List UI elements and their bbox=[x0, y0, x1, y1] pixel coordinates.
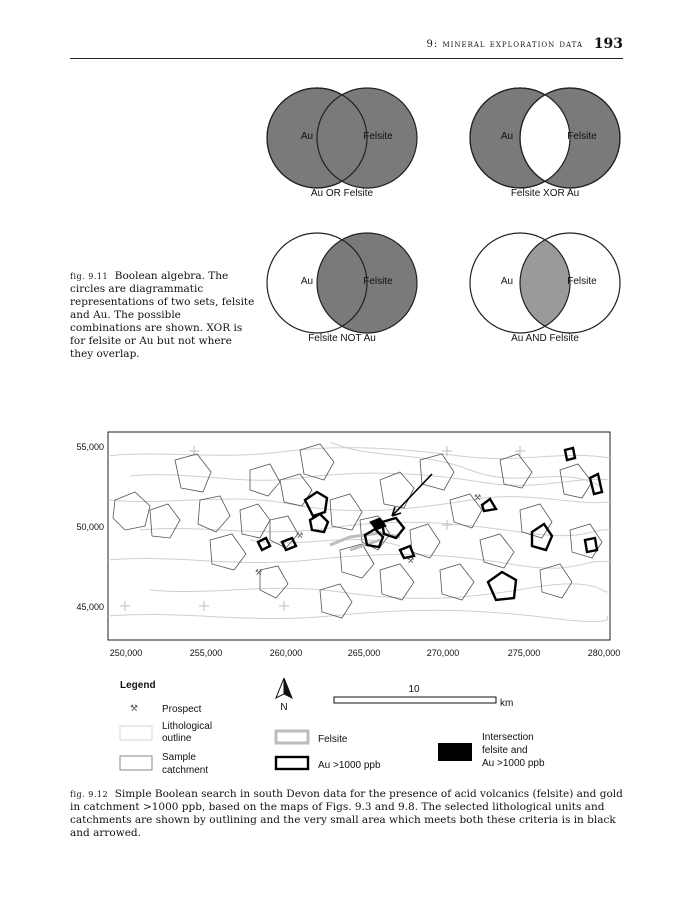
scale-value: 10 bbox=[408, 684, 420, 695]
legend-sample-swatch bbox=[120, 756, 152, 770]
venn-and bbox=[470, 233, 620, 344]
x-tick-270000: 270,000 bbox=[426, 648, 460, 658]
fig-9-12-label: fig. 9.12 bbox=[70, 790, 109, 799]
legend-sample-label-1: Sample bbox=[162, 752, 196, 763]
scale-unit: km bbox=[500, 698, 514, 709]
venn-or-title: Au OR Felsite bbox=[310, 188, 374, 199]
legend-inter-label-3: Au >1000 ppb bbox=[482, 758, 545, 769]
legend-prospect-label: Prospect bbox=[162, 704, 202, 715]
venn-xor-title: Felsite XOR Au bbox=[510, 188, 580, 199]
fig-9-11-text: Boolean algebra. The circles are diagrammatic representations of two sets, felsite and Au. The possible combinations are shown. XOR is for felsite or Au but not where they overlap. bbox=[70, 270, 255, 360]
venn-and-left-label: Au bbox=[500, 276, 514, 287]
legend-sample-label-2: catchment bbox=[162, 765, 209, 776]
venn-and-right-label: Felsite bbox=[567, 276, 597, 287]
venn-or bbox=[267, 88, 417, 199]
svg-text:⚒: ⚒ bbox=[474, 493, 482, 502]
legend-prospect-icon: ⚒ bbox=[130, 703, 139, 713]
venn-xor-left-label: Au bbox=[500, 131, 514, 142]
legend-title: Legend bbox=[120, 680, 156, 691]
legend-au-swatch bbox=[276, 757, 308, 769]
page-number: 193 bbox=[593, 36, 623, 52]
fig-9-12-text: Simple Boolean search in south Devon data for the presence of acid volcanics (felsite) and gold in catchment >1000 ppb, based on the maps of Figs. 9.3 and 9.8. The selected lithological units and catchments are shown by outlining and the very small area which meets both these criteria is in black and arrowed. bbox=[70, 788, 623, 839]
venn-and-title: Au AND Felsite bbox=[511, 333, 579, 344]
x-tick-265000: 265,000 bbox=[347, 648, 381, 658]
legend-felsite-label: Felsite bbox=[318, 734, 348, 745]
north-label: N bbox=[280, 702, 288, 713]
venn-or-right-label: Felsite bbox=[363, 131, 393, 142]
legend-au-label: Au >1000 ppb bbox=[318, 760, 381, 771]
svg-text:⚒: ⚒ bbox=[296, 531, 304, 540]
legend-litho-swatch bbox=[120, 726, 152, 740]
x-tick-275000: 275,000 bbox=[507, 648, 541, 658]
y-tick-55000: 55,000 bbox=[76, 442, 104, 452]
venn-xor-right-label: Felsite bbox=[567, 131, 597, 142]
map-figure bbox=[0, 420, 691, 670]
venn-not-right-label: Felsite bbox=[363, 276, 393, 287]
venn-not-title: Felsite NOT Au bbox=[308, 333, 376, 344]
x-tick-260000: 260,000 bbox=[269, 648, 303, 658]
legend-felsite-swatch bbox=[276, 731, 308, 743]
legend-inter-label-1: Intersection bbox=[482, 732, 534, 743]
fig-9-11-label: fig. 9.11 bbox=[70, 272, 109, 281]
y-tick-50000: 50,000 bbox=[76, 522, 104, 532]
venn-not bbox=[267, 233, 417, 344]
venn-xor bbox=[470, 88, 620, 199]
legend-litho-label-1: Lithological bbox=[162, 721, 213, 732]
fig-9-11-caption bbox=[70, 270, 255, 361]
running-title: 9: mineral exploration data bbox=[426, 39, 583, 50]
legend-litho-label-2: outline bbox=[162, 733, 192, 744]
legend-intersection-swatch bbox=[438, 743, 472, 761]
x-tick-255000: 255,000 bbox=[189, 648, 223, 658]
x-tick-280000: 280,000 bbox=[587, 648, 621, 658]
x-tick-250000: 250,000 bbox=[109, 648, 143, 658]
scale-bar bbox=[334, 697, 496, 703]
venn-not-left-label: Au bbox=[300, 276, 314, 287]
north-arrow-icon bbox=[276, 678, 292, 698]
svg-text:⚒: ⚒ bbox=[255, 568, 263, 577]
legend-inter-label-2: felsite and bbox=[482, 745, 528, 756]
fig-9-12-caption bbox=[70, 788, 623, 840]
svg-text:⚒: ⚒ bbox=[407, 556, 415, 565]
map-legend bbox=[0, 670, 691, 785]
venn-or-left-label: Au bbox=[300, 131, 314, 142]
y-tick-45000: 45,000 bbox=[76, 602, 104, 612]
